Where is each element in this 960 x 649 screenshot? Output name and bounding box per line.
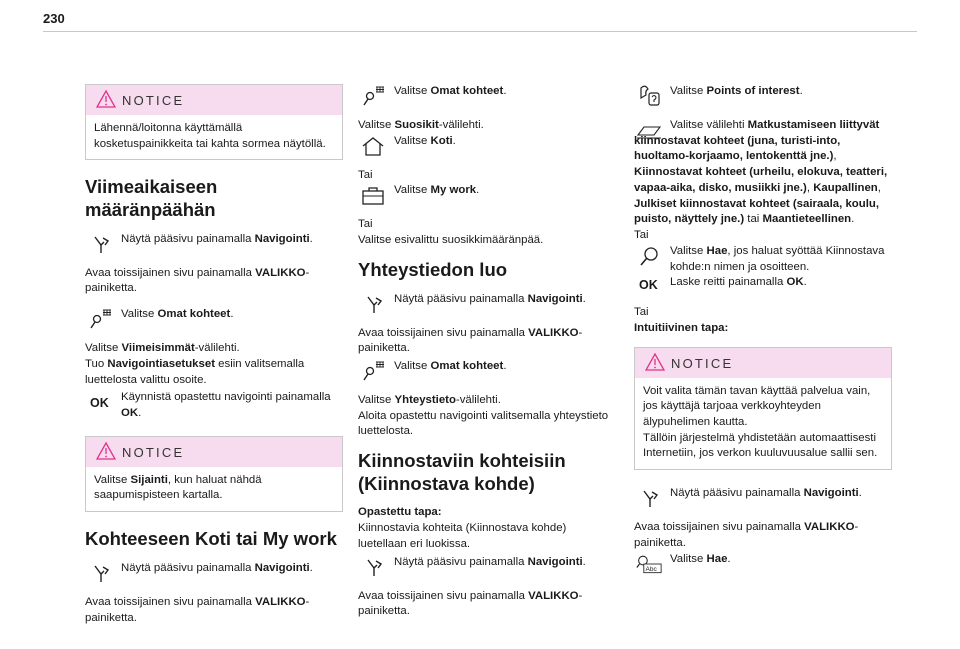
step-menu: Avaa toissijainen sivu painamalla VALIKKO-painiketta. xyxy=(85,595,310,624)
navigation-icon xyxy=(87,562,113,584)
notice-header xyxy=(86,437,342,467)
category-tab-icon xyxy=(636,119,662,141)
favorites-pin-icon xyxy=(87,308,113,330)
step-own-destinations: Valitse Omat kohteet. xyxy=(358,84,616,110)
step-settings: Tuo Navigointiasetukset esiin valitsemalla luettelosta valittu osoite. xyxy=(85,357,305,386)
favorites-pin-icon xyxy=(360,85,386,107)
step-home: Valitse Koti. xyxy=(358,134,616,160)
step-own-destinations: Valitse Omat kohteet. xyxy=(85,307,343,333)
section-heading-recent: Viimeaikaiseen määränpäähän xyxy=(85,176,218,221)
navigation-icon xyxy=(360,556,386,578)
text-or: Tai xyxy=(634,306,649,319)
step-menu: Avaa toissijainen sivu painamalla VALIKKO-painiketta. xyxy=(358,589,583,618)
search-icon xyxy=(636,245,662,267)
section-heading-poi: Kiinnostaviin kohteisiin (Kiinnostava kohde) xyxy=(358,450,566,494)
notice-box xyxy=(85,84,343,160)
notice-header xyxy=(86,85,342,115)
step-ok: OK Käynnistä opastettu navigointi painamalla OK. xyxy=(90,391,331,419)
favorites-pin-icon xyxy=(360,360,386,382)
step-points-of-interest: Valitse Points of interest. xyxy=(634,84,892,110)
navigation-icon xyxy=(360,293,386,315)
step-preset: Valitse esivalittu suosikkimääränpää. xyxy=(358,234,544,247)
step-work: Valitse My work. xyxy=(358,183,616,209)
step-search: Valitse Hae, jos haluat syöttää Kiinnostava kohde:n nimen ja osoitteen. OK Laske reitti painamalla OK. xyxy=(634,244,892,291)
notice-body: Valitse Sijainti, kun haluat nähdä saapumispisteen kartalla. xyxy=(94,473,262,502)
notice-body: Voit valita tämän tavan käyttää palvelua vain, jos käyttäjä tarjoaa verkkoyhteyden älypuhelimen kautta. Tällöin järjestelmä yhdistetään automaattisesti Internetiin, jos verkon kuuluvuusalue sallii sen. xyxy=(643,384,878,460)
step-own-destinations: Valitse Omat kohteet. xyxy=(358,359,616,385)
guided-method: Opastettu tapa: Kiinnostavia kohteita (Kiinnostava kohde) luetellaan eri luokissa. xyxy=(358,506,567,550)
step-menu: Avaa toissijainen sivu painamalla VALIKKO-painiketta. xyxy=(634,521,859,549)
warning-icon xyxy=(96,442,116,460)
notice-box xyxy=(634,347,892,471)
header-divider xyxy=(43,31,917,32)
section-heading-home-work: Kohteeseen Koti tai My work xyxy=(85,528,337,550)
abc-label: Abc xyxy=(645,565,657,573)
notice-title: NOTICE xyxy=(122,444,185,460)
intuitive-method: Intuitiivinen tapa: xyxy=(634,321,729,334)
step-search: Abc Valitse Hae. xyxy=(634,552,892,578)
step-favorites-tab: Valitse Suosikit-välilehti. xyxy=(358,119,484,131)
step-category-tab: Valitse välilehti Matkustamiseen liittyvät kiinnostavat kohteet (juna, turisti-into, huoltamo-korjaamo, lentokenttä jne.), Kiinnostavat kohteet (urheilu, elokuva, teatteri, vapaa-aika, disko, musiikki jne.), Kaupallinen, Julkiset kiinnostavat kohteet (sairaala, koulu, puisto, näyttely jne.) tai Maantieteellinen. xyxy=(634,119,888,226)
step-navigation: Näytä pääsivu painamalla Navigointi. xyxy=(85,561,343,587)
notice-header xyxy=(635,348,891,378)
briefcase-icon xyxy=(360,184,386,206)
home-icon xyxy=(360,135,386,157)
step-menu: Avaa toissijainen sivu painamalla VALIKKO-painiketta. xyxy=(358,326,583,355)
step-contact-tab: Valitse Yhteystieto-välilehti. xyxy=(358,393,501,406)
navigation-icon xyxy=(87,233,113,255)
step-navigation: Näytä pääsivu painamalla Navigointi. xyxy=(85,232,343,258)
step-navigation: Näytä pääsivu painamalla Navigointi. xyxy=(358,555,616,581)
step-navigation: Näytä pääsivu painamalla Navigointi. xyxy=(634,486,892,512)
notice-body: Lähennä/loitonna käyttämällä kosketuspainikkeita tai kahta sormea näytöllä. xyxy=(94,122,326,150)
notice-title: NOTICE xyxy=(122,93,185,108)
ok-icon: OK xyxy=(90,396,109,411)
warning-icon xyxy=(645,353,665,371)
column-3 xyxy=(634,84,892,586)
step-start-guidance: Aloita opastettu navigointi valitsemalla yhteystieto luettelosta. xyxy=(358,409,609,438)
section-heading-contact: Yhteystiedon luo xyxy=(358,258,508,280)
text-or: Tai xyxy=(358,218,373,231)
poi-icon xyxy=(636,85,662,107)
step-menu: Avaa toissijainen sivu painamalla VALIKKO-painiketta. xyxy=(85,266,310,295)
step-tab: Valitse Viimeisimmät-välilehti. xyxy=(85,342,240,355)
text-or: Tai xyxy=(634,229,649,242)
column-1 xyxy=(85,84,343,636)
ok-icon: OK xyxy=(639,278,658,293)
notice-title: NOTICE xyxy=(671,355,734,371)
column-2 xyxy=(358,84,616,630)
step-navigation: Näytä pääsivu painamalla Navigointi. xyxy=(358,292,616,318)
page-number: 230 xyxy=(43,11,65,26)
text-or: Tai xyxy=(358,168,373,181)
notice-box xyxy=(85,436,343,512)
search-keyboard-icon xyxy=(636,553,662,575)
navigation-icon xyxy=(636,487,662,509)
warning-icon xyxy=(96,90,116,108)
